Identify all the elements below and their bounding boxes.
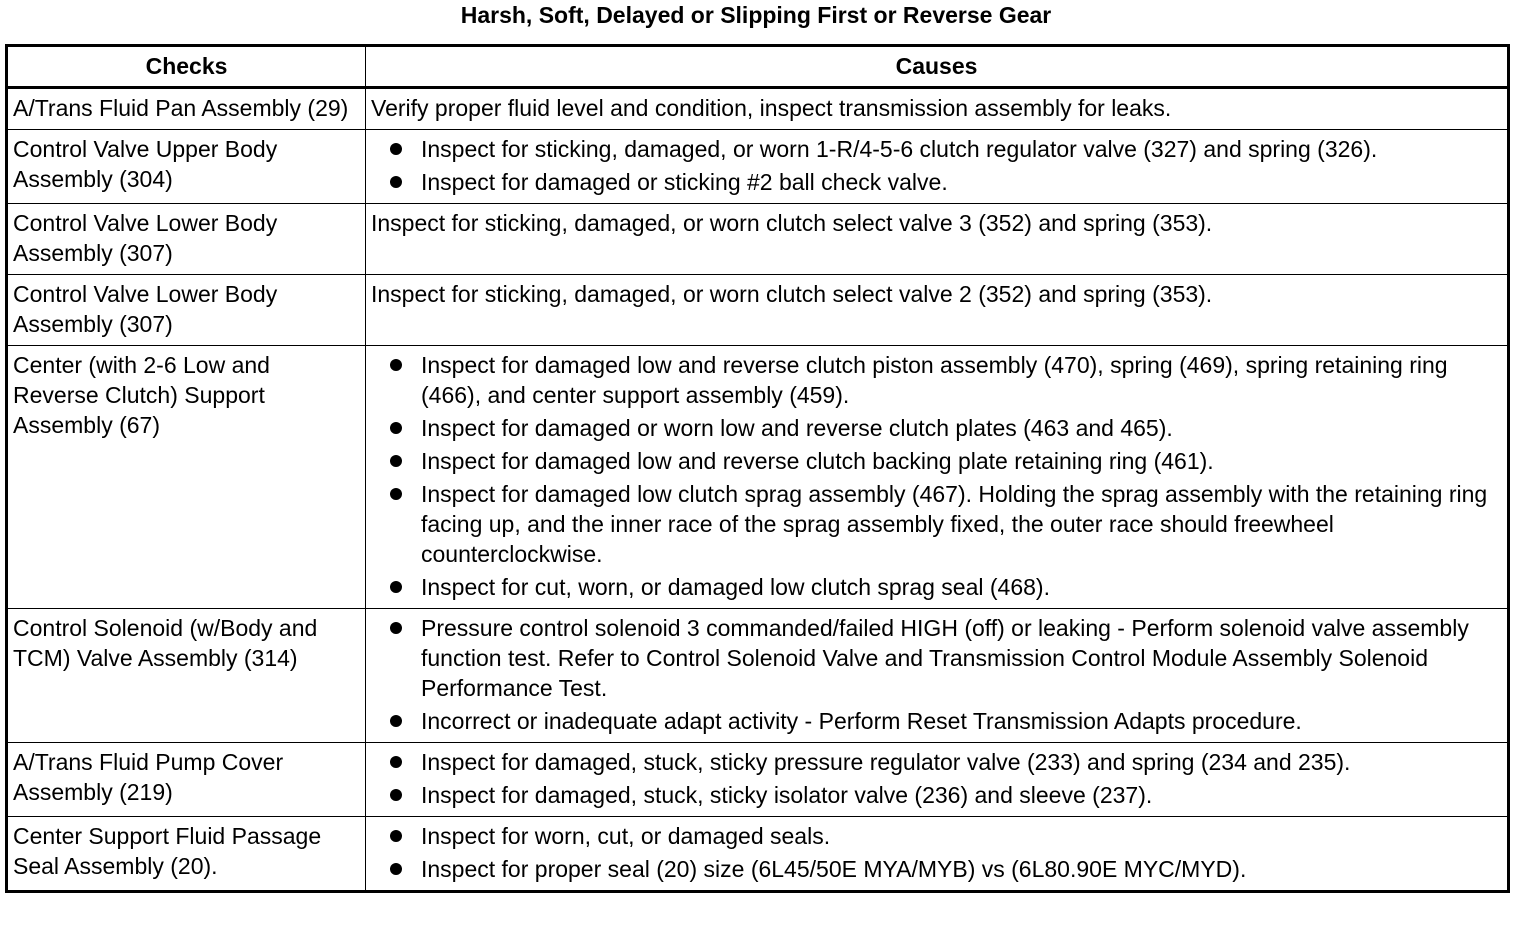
cause-list	[371, 613, 1502, 736]
table-row	[7, 204, 1509, 275]
check-cell: Center (with 2-6 Low and Reverse Clutch) Support Assembly (67)	[7, 346, 366, 609]
check-cell: Control Solenoid (w/Body and TCM) Valve Assembly (314)	[7, 609, 366, 743]
check-cell: Control Valve Lower Body Assembly (307)	[7, 275, 366, 346]
table-row	[7, 130, 1509, 204]
bullet-icon	[390, 359, 402, 371]
cause-cell: Inspect for sticking, damaged, or worn clutch select valve 2 (352) and spring (353).	[366, 275, 1509, 346]
cause-list-item	[371, 446, 1502, 476]
cause-text: Inspect for damaged low and reverse clutch backing plate retaining ring (461).	[421, 448, 1214, 474]
cause-list-item	[371, 167, 1502, 197]
cause-list	[371, 134, 1502, 197]
bullet-icon	[390, 789, 402, 801]
bullet-icon	[390, 455, 402, 467]
table-row	[7, 88, 1509, 130]
cause-list-item	[371, 572, 1502, 602]
cause-text: Inspect for damaged, stuck, sticky isolator valve (236) and sleeve (237).	[421, 782, 1153, 808]
bullet-icon	[390, 622, 402, 634]
cause-text: Pressure control solenoid 3 commanded/failed HIGH (off) or leaking - Perform solenoid valve assembly function test. Refer to Control Solenoid Valve and Transmission Control Module Assembly Solenoid Performance Test.	[421, 615, 1469, 701]
column-header-checks: Checks	[7, 46, 366, 88]
cause-list-item	[371, 706, 1502, 736]
table-header-row	[7, 46, 1509, 88]
cause-list-item	[371, 821, 1502, 851]
page-title: Harsh, Soft, Delayed or Slipping First or Reverse Gear	[460, 2, 1052, 28]
bullet-icon	[390, 581, 402, 593]
cause-list-item	[371, 134, 1502, 164]
cause-cell: Inspect for sticking, damaged, or worn clutch select valve 3 (352) and spring (353).	[366, 204, 1509, 275]
cause-cell: Verify proper fluid level and condition, inspect transmission assembly for leaks.	[366, 88, 1509, 130]
cause-text: Inspect for proper seal (20) size (6L45/50E MYA/MYB) vs (6L80.90E MYC/MYD).	[421, 856, 1247, 882]
table-row	[7, 743, 1509, 817]
cause-list-item	[371, 413, 1502, 443]
check-cell: Center Support Fluid Passage Seal Assembly (20).	[7, 817, 366, 892]
cause-text: Incorrect or inadequate adapt activity - Perform Reset Transmission Adapts procedure.	[421, 708, 1302, 734]
cause-cell	[366, 346, 1509, 609]
cause-text: Inspect for damaged low and reverse clutch piston assembly (470), spring (469), spring retaining ring (466), and center support assembly (459).	[421, 352, 1448, 408]
table-row	[7, 346, 1509, 609]
cause-list-item	[371, 613, 1502, 703]
bullet-icon	[390, 143, 402, 155]
bullet-icon	[390, 488, 402, 500]
column-header-causes: Causes	[366, 46, 1509, 88]
bullet-icon	[390, 422, 402, 434]
bullet-icon	[390, 715, 402, 727]
cause-text: Inspect for damaged, stuck, sticky pressure regulator valve (233) and spring (234 and 235).	[421, 749, 1351, 775]
cause-list-item	[371, 350, 1502, 410]
cause-list	[371, 747, 1502, 810]
bullet-icon	[390, 863, 402, 875]
cause-list-item	[371, 854, 1502, 884]
cause-text: Inspect for damaged low clutch sprag assembly (467). Holding the sprag assembly with the retaining ring facing up, and the inner race of the sprag assembly fixed, the outer race should freewheel counterclockwise.	[421, 481, 1488, 567]
cause-cell	[366, 743, 1509, 817]
cause-text: Inspect for sticking, damaged, or worn 1-R/4-5-6 clutch regulator valve (327) and spring (326).	[421, 136, 1378, 162]
cause-text: Inspect for damaged or worn low and reverse clutch plates (463 and 465).	[421, 415, 1173, 441]
check-cell: Control Valve Lower Body Assembly (307)	[7, 204, 366, 275]
cause-cell	[366, 130, 1509, 204]
bullet-icon	[390, 176, 402, 188]
cause-cell	[366, 817, 1509, 892]
cause-list-item	[371, 780, 1502, 810]
cause-list	[371, 350, 1502, 602]
bullet-icon	[390, 756, 402, 768]
check-cell: A/Trans Fluid Pump Cover Assembly (219)	[7, 743, 366, 817]
cause-list-item	[371, 479, 1502, 569]
table-row	[7, 275, 1509, 346]
diagnostic-table	[5, 44, 1510, 893]
cause-text: Inspect for damaged or sticking #2 ball check valve.	[421, 169, 948, 195]
cause-list	[371, 821, 1502, 884]
check-cell: A/Trans Fluid Pan Assembly (29)	[7, 88, 366, 130]
cause-text: Inspect for cut, worn, or damaged low clutch sprag seal (468).	[421, 574, 1050, 600]
table-row	[7, 817, 1509, 892]
cause-text: Inspect for worn, cut, or damaged seals.	[421, 823, 831, 849]
table-row	[7, 609, 1509, 743]
cause-list-item	[371, 747, 1502, 777]
bullet-icon	[390, 830, 402, 842]
cause-cell	[366, 609, 1509, 743]
check-cell: Control Valve Upper Body Assembly (304)	[7, 130, 366, 204]
